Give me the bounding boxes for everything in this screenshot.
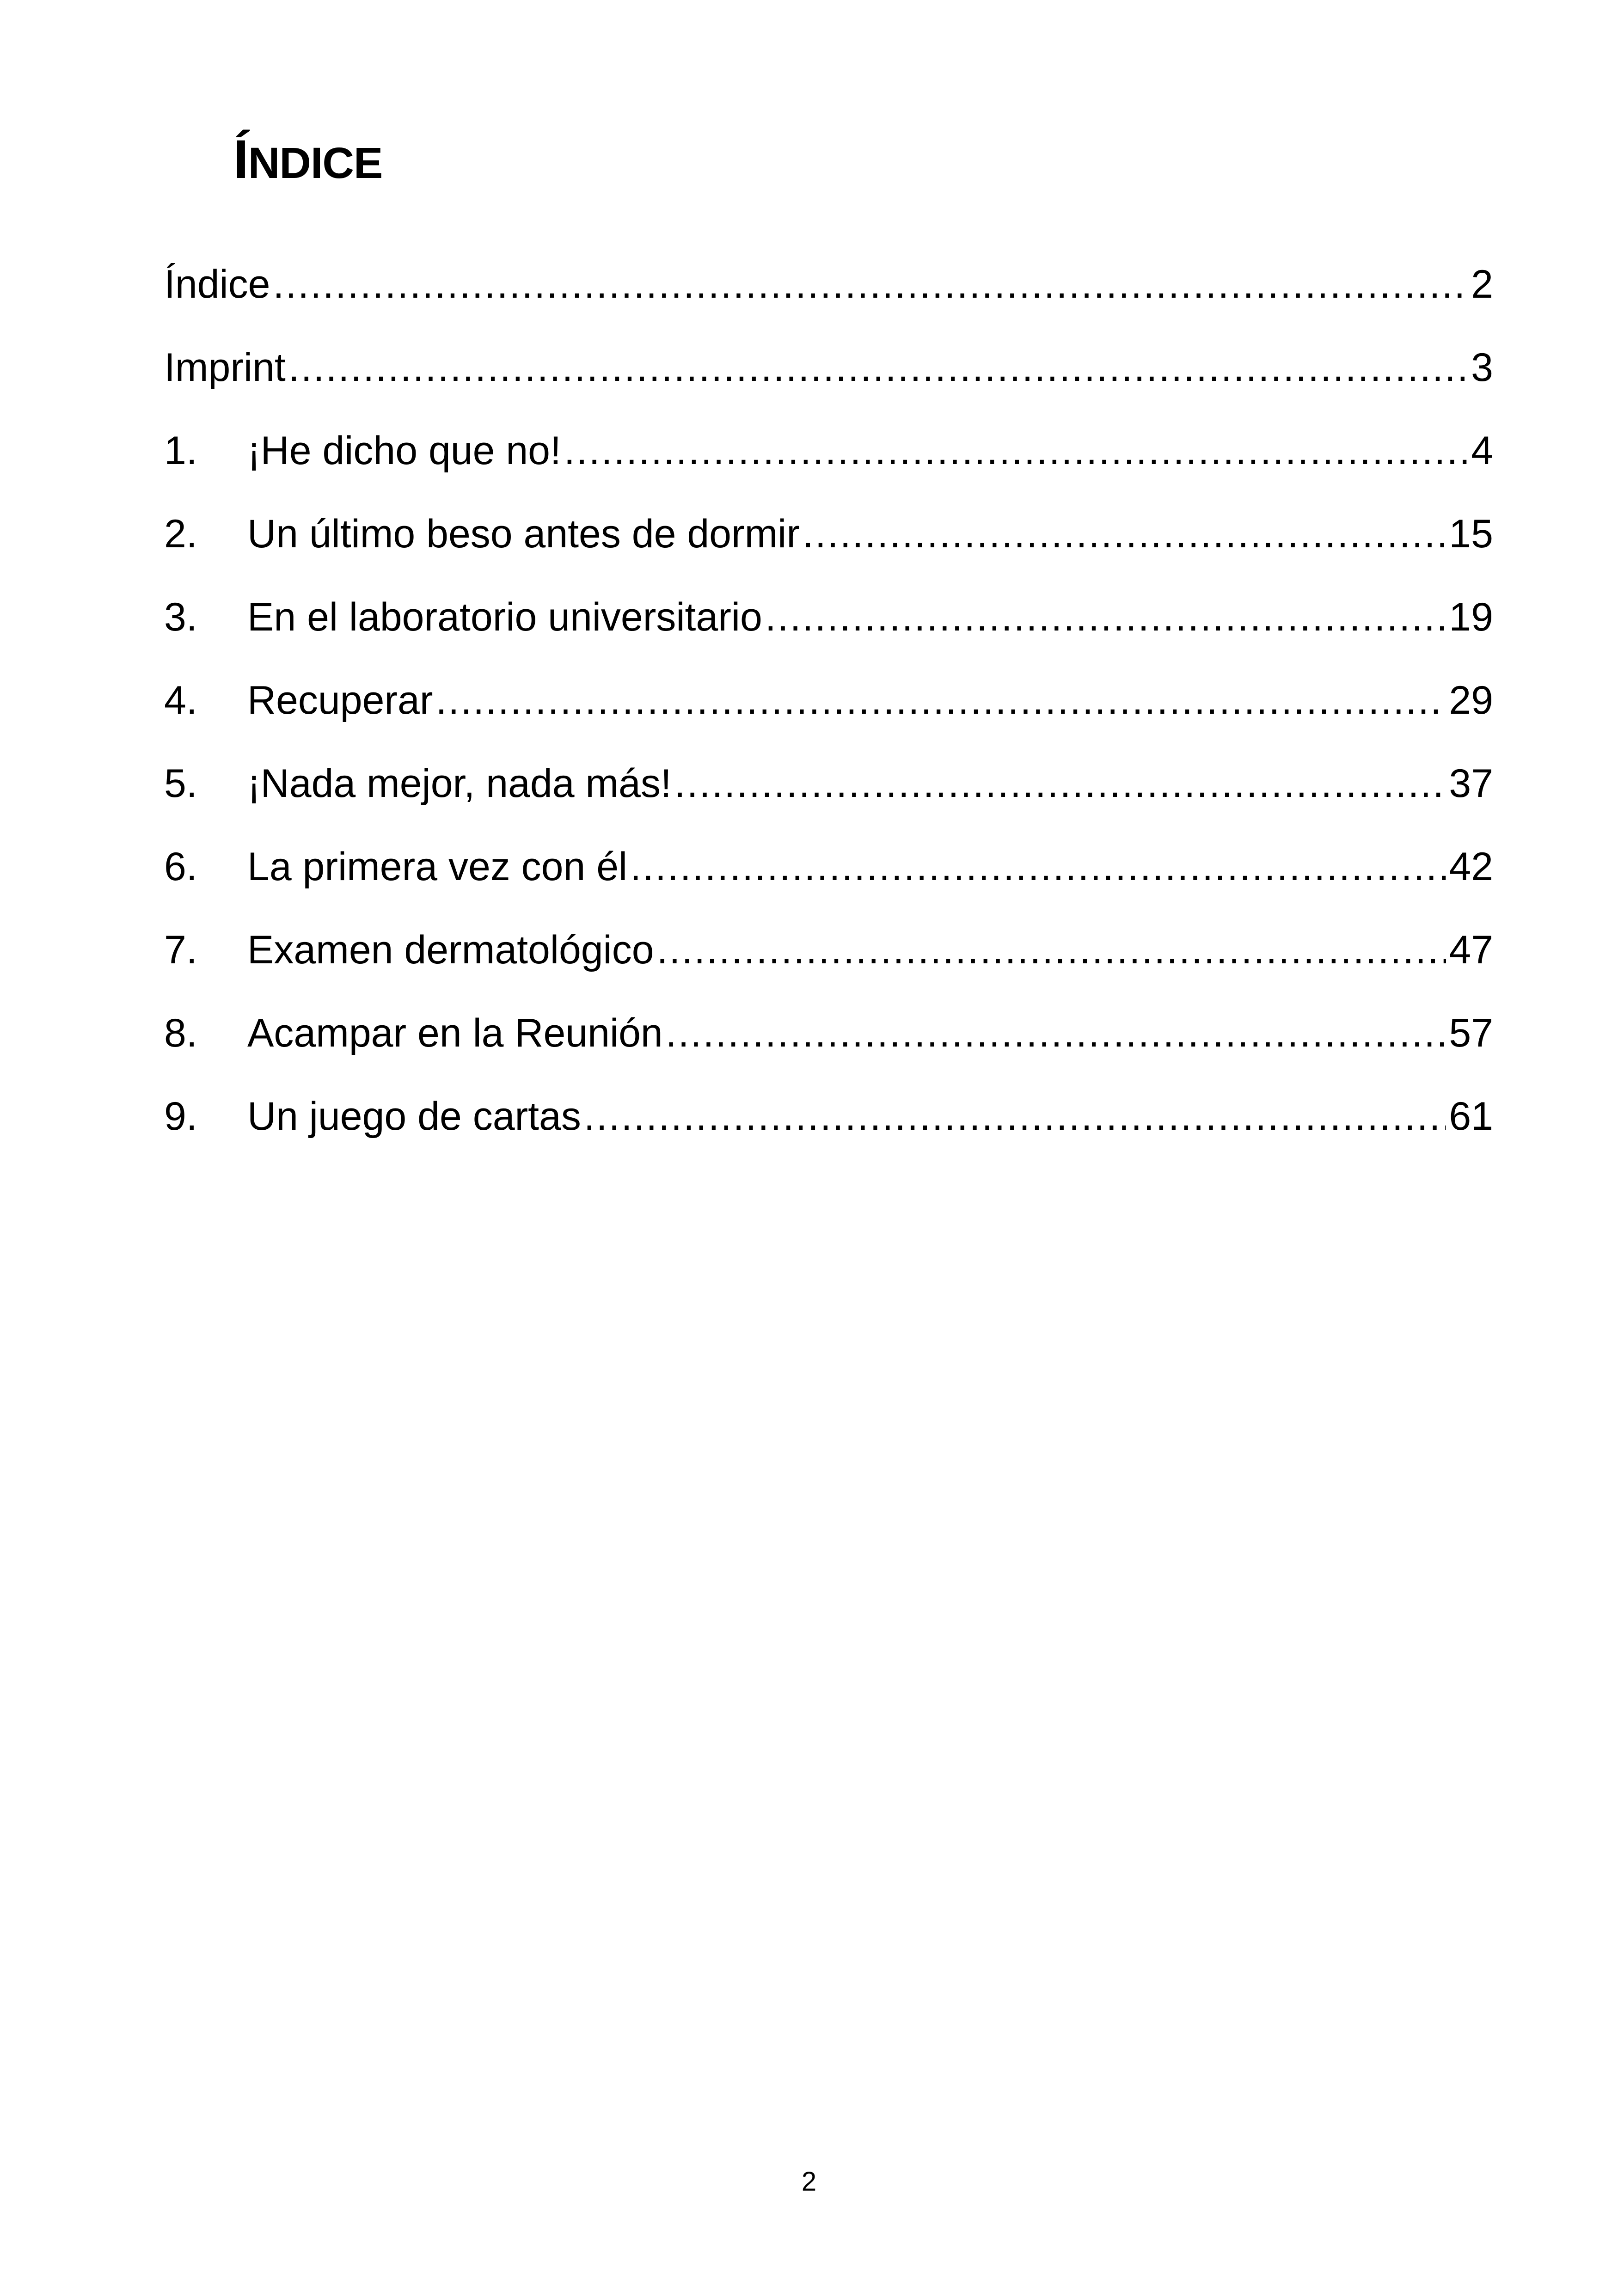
toc-heading-rest: NDICE — [248, 139, 383, 188]
toc-dot-leader — [765, 585, 1446, 649]
toc-entry-page: 42 — [1449, 845, 1493, 889]
toc-entry-page: 61 — [1449, 1094, 1493, 1139]
toc-entry-page: 37 — [1449, 761, 1493, 806]
toc-dot-leader — [630, 834, 1446, 899]
toc-entry-title: Acampar en la Reunión — [247, 1011, 663, 1055]
toc-entry-number: 4. — [164, 678, 197, 722]
toc-entry-chapter-3[interactable] — [164, 585, 1493, 668]
toc-entry-chapter-4[interactable] — [164, 668, 1493, 751]
toc-entry-indice[interactable] — [164, 252, 1493, 335]
toc-entry-title: Índice — [164, 262, 270, 306]
toc-heading-initial: Í — [233, 129, 248, 190]
toc-entry-page: 2 — [1471, 262, 1493, 306]
toc-entry-number: 1. — [164, 429, 197, 473]
toc-dot-leader — [273, 252, 1469, 317]
toc-entry-title: Imprint — [164, 345, 286, 390]
toc-dot-leader — [564, 418, 1468, 483]
toc-entry-title: Un último beso antes de dormir — [247, 512, 800, 556]
toc-entry-chapter-7[interactable] — [164, 918, 1493, 1001]
toc-entry-page: 47 — [1449, 928, 1493, 972]
toc-entry-chapter-8[interactable] — [164, 1001, 1493, 1084]
toc-entry-page: 19 — [1449, 595, 1493, 639]
toc-entry-chapter-1[interactable] — [164, 418, 1493, 502]
toc-dot-leader — [584, 1084, 1446, 1149]
toc-entry-number: 9. — [164, 1094, 197, 1139]
toc-entry-title: La primera vez con él — [247, 845, 628, 889]
toc-entry-number: 3. — [164, 595, 197, 639]
toc-entry-chapter-2[interactable] — [164, 502, 1493, 585]
page-number: 2 — [801, 2167, 817, 2197]
toc-entry-page: 57 — [1449, 1011, 1493, 1055]
table-of-contents — [164, 252, 1493, 1167]
toc-entry-imprint[interactable] — [164, 335, 1493, 418]
toc-entry-title: Un juego de cartas — [247, 1094, 581, 1139]
toc-entry-number: 5. — [164, 761, 197, 806]
toc-dot-leader — [657, 918, 1446, 982]
toc-entry-chapter-9[interactable] — [164, 1084, 1493, 1167]
toc-entry-page: 3 — [1471, 345, 1493, 390]
toc-entry-number: 6. — [164, 845, 197, 889]
toc-entry-title: Examen dermatológico — [247, 928, 654, 972]
toc-entry-number: 7. — [164, 928, 197, 972]
toc-entry-title: En el laboratorio universitario — [247, 595, 762, 639]
toc-entry-title: ¡Nada mejor, nada más! — [247, 761, 672, 806]
toc-entry-number: 2. — [164, 512, 197, 556]
toc-entry-number: 8. — [164, 1011, 197, 1055]
toc-entry-title: ¡He dicho que no! — [247, 429, 561, 473]
toc-dot-leader — [666, 1001, 1446, 1065]
toc-dot-leader — [436, 668, 1446, 733]
toc-dot-leader — [674, 751, 1446, 816]
toc-entry-page: 15 — [1449, 512, 1493, 556]
toc-entry-page: 4 — [1471, 429, 1493, 473]
toc-entry-chapter-5[interactable] — [164, 751, 1493, 834]
toc-entry-page: 29 — [1449, 678, 1493, 722]
toc-dot-leader — [288, 335, 1468, 400]
toc-entry-title: Recuperar — [247, 678, 433, 722]
toc-entry-chapter-6[interactable] — [164, 834, 1493, 918]
toc-dot-leader — [803, 502, 1446, 566]
toc-heading — [233, 125, 382, 198]
